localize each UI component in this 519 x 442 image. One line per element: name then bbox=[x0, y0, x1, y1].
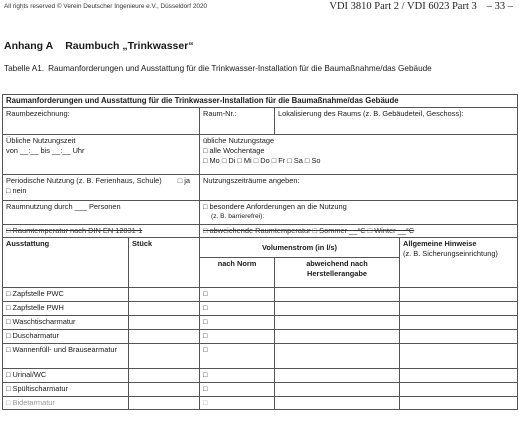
table-caption-label: Tabelle A1. bbox=[4, 64, 45, 73]
room-book-table bbox=[2, 94, 518, 410]
annex-heading bbox=[4, 40, 194, 52]
room-location-field: Lokalisierung des Raums (z. B. Gebäudeteil, Geschoss): bbox=[275, 108, 518, 135]
equipment-item-shower: □ Duscharmatur bbox=[3, 330, 129, 344]
room-temperature-standard: □ Raumtemperatur nach DIN EN 12831-1 bbox=[3, 225, 200, 238]
norm-checkbox: □ bbox=[200, 302, 275, 316]
col-header-notes-sub: (z. B. Sicherungseinrichtung) bbox=[403, 249, 498, 258]
running-header bbox=[329, 1, 513, 12]
table-caption-text: Raumanforderungen und Ausstattung für die Trinkwasser-Installation für die Baumaßnahme/das Gebäude bbox=[48, 64, 432, 73]
weekday-options: □ Mo □ Di □ Mi □ Do □ Fr □ Sa □ So bbox=[203, 156, 321, 165]
table-caption bbox=[4, 64, 514, 74]
usage-time-label: Übliche Nutzungszeit bbox=[6, 136, 76, 145]
col-header-equipment: Ausstattung bbox=[3, 238, 129, 288]
col-header-by-standard: nach Norm bbox=[200, 258, 275, 288]
usage-time-value: von __:__ bis __:__ Uhr bbox=[6, 146, 85, 155]
equipment-item-bathtub: □ Wannenfüll- und Brausearmatur bbox=[3, 344, 129, 369]
annex-label: Anhang A bbox=[4, 40, 54, 52]
usage-time-cell bbox=[3, 135, 200, 175]
usage-days-label: übliche Nutzungstage bbox=[203, 136, 275, 145]
col-header-notes-cell bbox=[400, 238, 518, 288]
norm-checkbox: □ bbox=[200, 369, 275, 383]
page-number: – 33 – bbox=[486, 1, 513, 12]
norm-checkbox-mark: □ bbox=[203, 398, 208, 407]
equipment-item-pwc: □ Zapfstelle PWC bbox=[3, 288, 129, 302]
copyright-notice: All rights reserved © Verein Deutscher Ingenieure e.V., Düsseldorf 2020 bbox=[4, 3, 208, 10]
deviating-room-temperature: □ abweichende Raumtemperatur □ Sommer __°C □ Winter __°C bbox=[200, 225, 518, 238]
norm-checkbox bbox=[200, 397, 275, 410]
equipment-item-sink: □ Spültischarmatur bbox=[3, 383, 129, 397]
all-weekdays-option: □ alle Wochentage bbox=[203, 146, 265, 155]
special-requirements-example: (z. B. barrierefrei): bbox=[211, 213, 265, 220]
equipment-item-urinal-wc: □ Urinal/WC bbox=[3, 369, 129, 383]
norm-checkbox: □ bbox=[200, 383, 275, 397]
col-header-flow-rate: Volumenstrom (in l/s) bbox=[200, 238, 400, 258]
document-reference: VDI 3810 Part 2 / VDI 6023 Part 3 bbox=[329, 1, 477, 12]
usage-periods-field: Nutzungszeiträume angeben: bbox=[200, 175, 518, 201]
occupancy-field: Raumnutzung durch ___ Personen bbox=[3, 201, 200, 225]
equipment-item-washbasin: □ Waschtischarmatur bbox=[3, 316, 129, 330]
room-name-field: Raumbezeichnung: bbox=[3, 108, 200, 135]
usage-days-cell bbox=[200, 135, 518, 175]
periodic-usage-options: □ ja □ nein bbox=[6, 176, 191, 195]
norm-checkbox: □ bbox=[200, 316, 275, 330]
norm-checkbox: □ bbox=[200, 288, 275, 302]
room-number-field: Raum-Nr.: bbox=[200, 108, 275, 135]
col-header-notes: Allgemeine Hinweise bbox=[403, 239, 477, 248]
table-title: Raumanforderungen und Ausstattung für die Trinkwasser-Installation für die Baumaßnahme/das Gebäude bbox=[3, 95, 518, 108]
col-header-quantity: Stück bbox=[129, 238, 200, 288]
special-requirements-label: □ besondere Anforderungen an die Nutzung bbox=[203, 202, 347, 211]
periodic-usage-cell bbox=[3, 175, 200, 201]
periodic-usage-label: Periodische Nutzung (z. B. Ferienhaus, Schule) bbox=[6, 176, 162, 185]
norm-checkbox: □ bbox=[200, 330, 275, 344]
special-requirements-cell bbox=[200, 201, 518, 225]
norm-checkbox: □ bbox=[200, 344, 275, 369]
equipment-item-pwh: □ Zapfstelle PWH bbox=[3, 302, 129, 316]
equipment-item-bidet bbox=[3, 397, 129, 410]
annex-title: Raumbuch „Trinkwasser“ bbox=[65, 40, 194, 52]
equipment-item-bidet-label: □ Bidetarmatur bbox=[6, 398, 55, 407]
col-header-manufacturer: abweichend nach Herstellerangabe bbox=[275, 258, 400, 288]
